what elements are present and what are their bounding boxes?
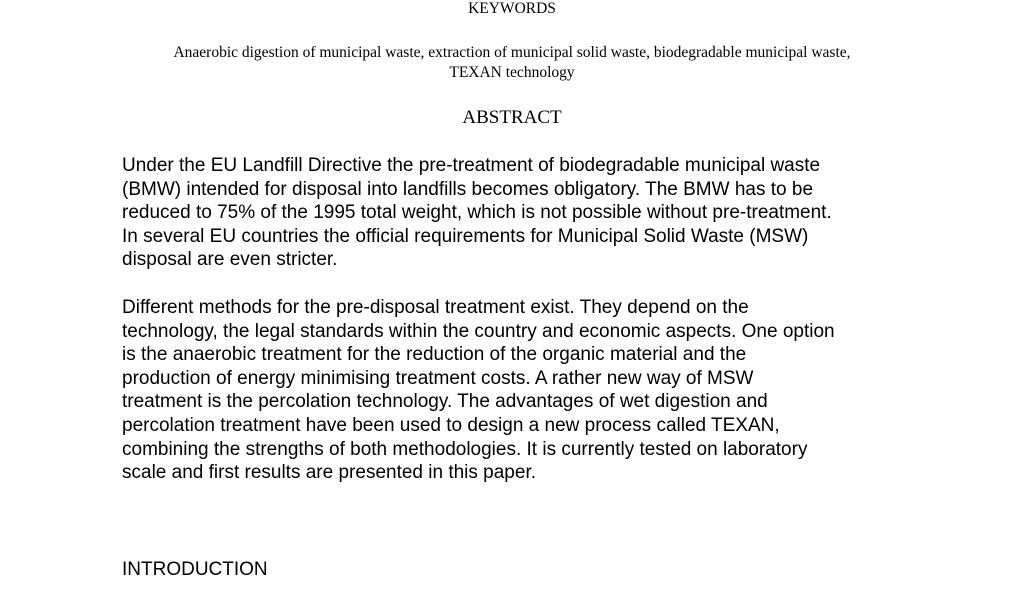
- paragraph-line: Different methods for the pre-disposal treatment exist. They depend on the: [122, 297, 749, 318]
- abstract-paragraph-2: [122, 296, 912, 485]
- paragraph-line: production of energy minimising treatment costs. A rather new way of MSW: [122, 367, 754, 389]
- paragraph-line: percolation treatment have been used to design a new process called TEXAN,: [122, 414, 780, 436]
- paragraph-line: is the anaerobic treatment for the reduction of the organic material and the: [122, 344, 747, 366]
- abstract-heading: ABSTRACT: [462, 107, 562, 128]
- paragraph-line: treatment is the percolation technology. The advantages of wet digestion and: [122, 391, 768, 413]
- keywords-line: TEXAN technology: [449, 64, 575, 81]
- paragraph-line: (BMW) intended for disposal into landfills becomes obligatory. The BMW has to be: [122, 178, 814, 200]
- paragraph-line: In several EU countries the official requirements for Municipal Solid Waste (MSW): [122, 225, 809, 247]
- keywords-heading: KEYWORDS: [468, 0, 556, 17]
- keywords-text: [112, 43, 912, 83]
- paragraph-line: scale and first results are presented in this paper.: [122, 462, 537, 484]
- paragraph-line: combining the strengths of both methodologies. It is currently tested on laboratory: [122, 438, 808, 460]
- paragraph-line: disposal are even stricter.: [122, 249, 338, 271]
- abstract-paragraph-1: [122, 154, 912, 272]
- introduction-heading: INTRODUCTION: [122, 559, 268, 580]
- paragraph-line: Under the EU Landfill Directive the pre-treatment of biodegradable municipal waste: [122, 155, 821, 176]
- paragraph-line: reduced to 75% of the 1995 total weight, which is not possible without pre-treatment.: [122, 202, 832, 224]
- keywords-line: Anaerobic digestion of municipal waste, extraction of municipal solid waste, biodegradable municipal waste,: [173, 44, 851, 61]
- paragraph-line: technology, the legal standards within the country and economic aspects. One option: [122, 320, 835, 342]
